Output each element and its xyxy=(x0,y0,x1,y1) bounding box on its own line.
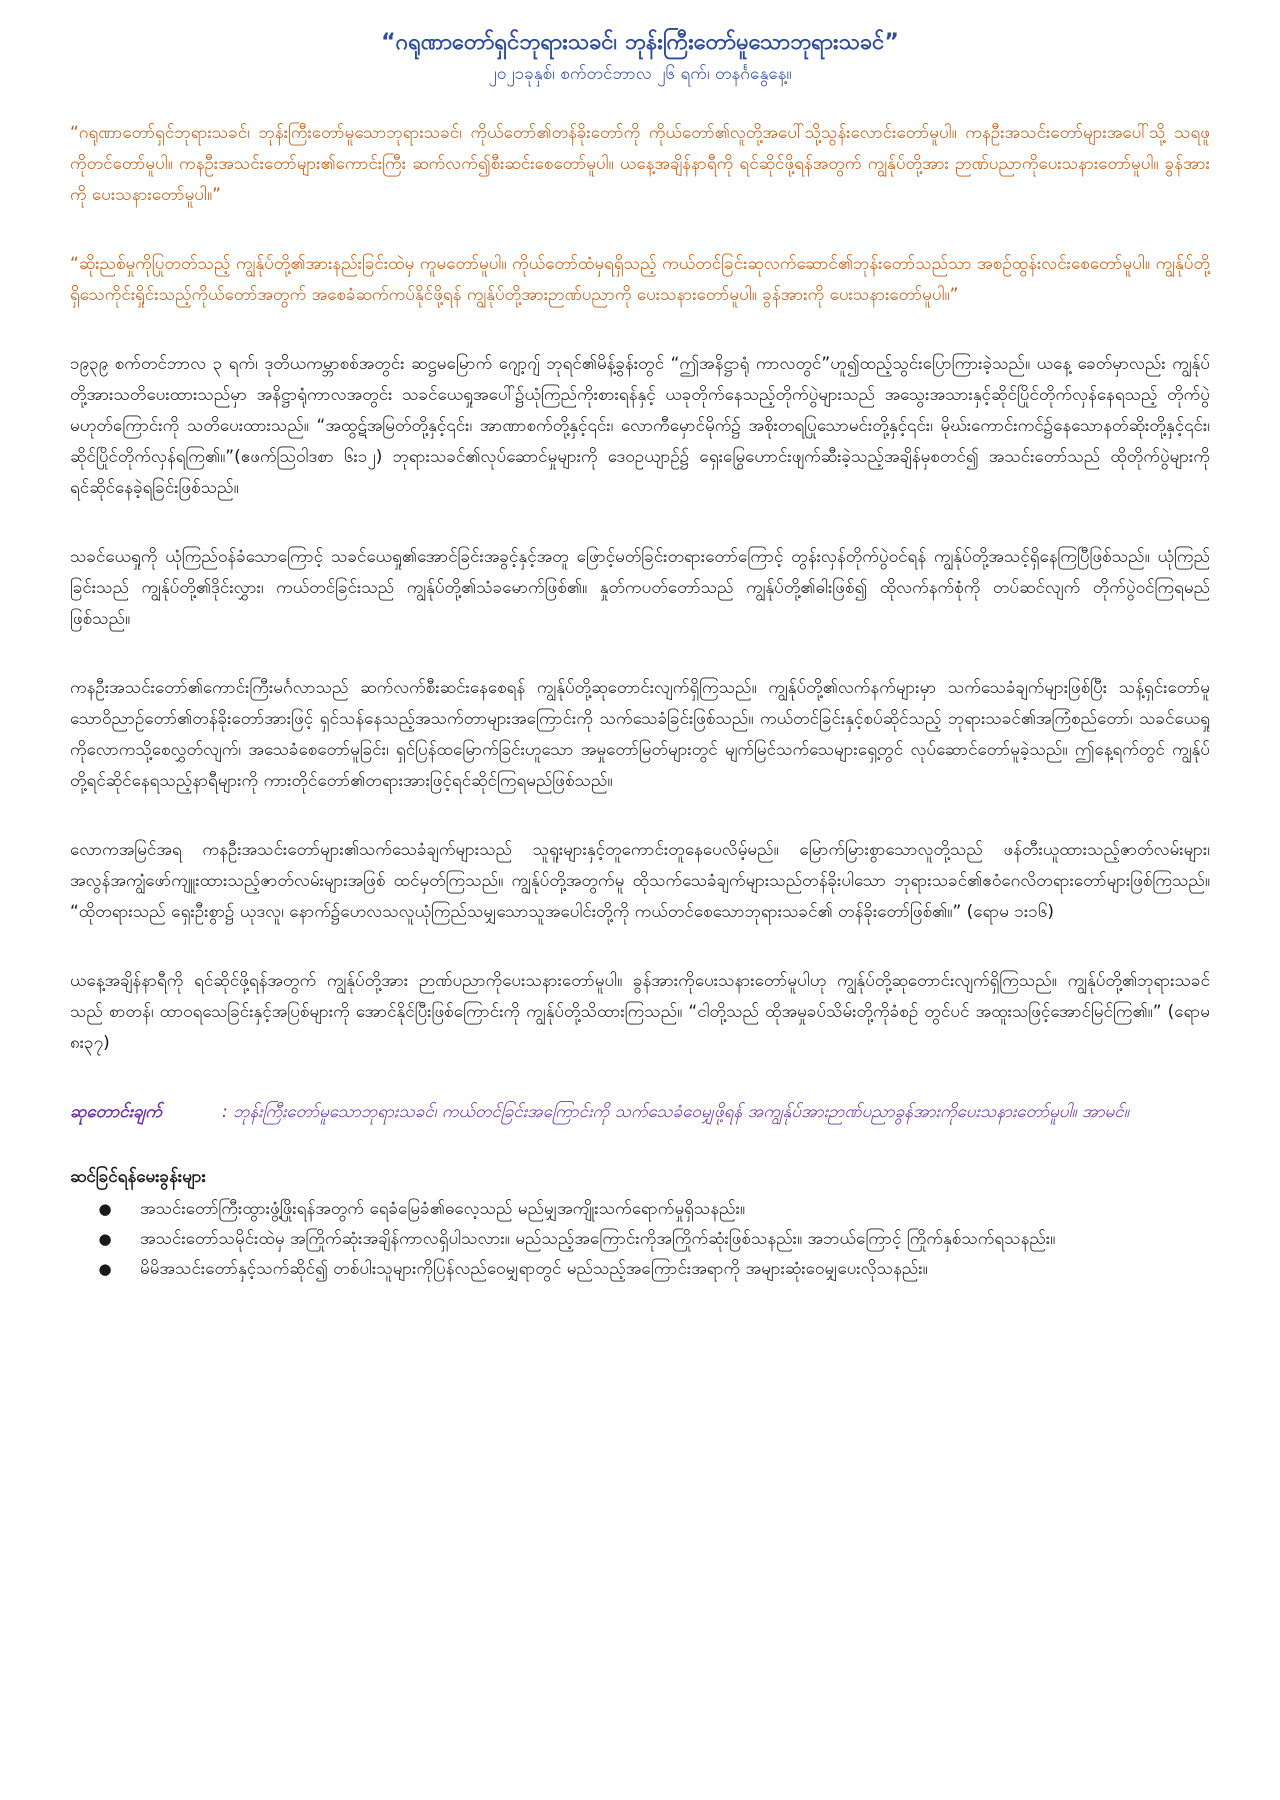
document-date: ၂၀၂၁ခုနှစ်၊ စက်တင်ဘာလ ၂၆ ရက်၊ တနင်္ဂနွေနေ့။ xyxy=(488,64,792,84)
reflection-questions-list xyxy=(70,1194,1210,1284)
document-title: “ဂရုဏာတော်ရှင်ဘုရားသခင်၊ ဘုန်းကြီးတော်မူသောဘုရားသခင်” xyxy=(381,30,899,55)
prayer-decision-text: : ဘုန်းကြီးတော်မူသောဘုရားသခင်၊ ကယ်တင်ခြင်းအကြောင်းကို သက်သေခံဝေမျှဖို့ရန် အကျွန်ုပ်အားဉာဏ်ပညာခွန်အားကိုပေးသနားတော်မူပါ။ အာမင်။ xyxy=(222,1102,1129,1122)
list-item xyxy=(70,1194,1210,1224)
body-paragraph: ၁၉၃၉ စက်တင်ဘာလ ၃ ရက်၊ ဒုတိယကမ္ဘာစစ်အတွင်း ဆဋ္ဌမမြောက် ဂျော့ဂျ် ဘုရင်၏မိန့်ခွန်းတွင် “ဤအနိဋ္ဌာရုံ ကာလတွင်”ဟူ၍ထည့်သွင်းပြောကြားခဲ့သည်။ ယနေ့ ခေတ်မှာလည်း ကျွန်ုပ်တို့အားသတိပေးထားသည်မှာ အနိဋ္ဌာရုံကာလအတွင်း သခင်ယေရှုအပေါ်၌ယုံကြည်ကိုးစားရန်နှင့် ယခုတိုက်နေသည့်တိုက်ပွဲများသည် အသွေးအသားနှင့်ဆိုင်ပြိုင်တိုက်လှန်နေရသည့် တိုက်ပွဲမဟုတ်ကြောင်းကို သတိပေးထားသည်။ “အထွဋ်အမြတ်တို့နှင့်၎င်း၊ အာဏာစက်တို့နှင့်၎င်း၊ လောကီမှောင်မိုက်၌ အစိုးတရပြုသောမင်းတို့နှင့်၎င်း၊ မိုဃ်းကောင်းကင်၌နေသောနတ်ဆိုးတို့နှင့်၎င်း၊ ဆိုင်ပြိုင်တိုက်လှန်ရကြ၏။”(ဧဖက်သြဝါဒစာ ၆း၁၂) ဘုရားသခင်၏လုပ်ဆောင်မှုများကို ဒေဝဥယျာဉ်၌ ရှေးမြွေဟောင်းဖျက်ဆီးခဲ့သည့်အချိန်မှစတင်၍ အသင်းတော်သည် ထိုတိုက်ပွဲများကို ရင်ဆိုင်နေခဲ့ရခြင်းဖြစ်သည်။ xyxy=(70,354,1210,498)
prayer-decision xyxy=(70,1097,1210,1128)
body-paragraph: ကနဦးအသင်းတော်၏ကောင်းကြီးမင်္ဂလာသည် ဆက်လက်စီးဆင်းနေစေရန် ကျွန်ုပ်တို့ဆုတောင်းလျက်ရှိကြသည်။ ကျွန်ုပ်တို့၏လက်နက်များမှာ သက်သေခံချက်များဖြစ်ပြီး သန့်ရှင်းတော်မူသောဝိညာဉ်တော်၏တန်ခိုးတော်အားဖြင့် ရှင်သန်နေသည့်အသက်တာများအကြောင်းကို သက်သေခံခြင်းဖြစ်သည်။ ကယ်တင်ခြင်းနှင့်စပ်ဆိုင်သည့် ဘုရားသခင်၏အကြံစည်တော်၊ သခင်ယေရှုကိုလောကသို့စေလွှတ်လျက်၊ အသေခံစေတော်မူခြင်း၊ ရှင်ပြန်ထမြောက်ခြင်းဟူသော အမှုတော်မြတ်များတွင် မျက်မြင်သက်သေများရှေ့တွင် လုပ်ဆောင်တော်မူခဲ့သည်။ ဤနေ့ရက်တွင် ကျွန်ုပ်တို့ရင်ဆိုင်နေရသည့်နာရီများကို ကားတိုင်တော်၏တရားအားဖြင့်ရင်ဆိုင်ကြရမည်ဖြစ်သည်။ xyxy=(70,678,1210,791)
prayer-decision-label: ဆုတောင်းချက် xyxy=(70,1102,162,1122)
body-paragraph: လောကအမြင်အရ ကနဦးအသင်းတော်များ၏သက်သေခံချက်များသည် သူရူးများနှင့်တူကောင်းတူနေပေလိမ့်မည်။ မြောက်မြားစွာသောလူတို့သည် ဖန်တီးယူထားသည့်ဇာတ်လမ်းများ၊ အလွန်အကျွံဖော်ကျူးထားသည့်ဇာတ်လမ်းများအဖြစ် ထင်မှတ်ကြသည်။ ကျွန်ုပ်တို့အတွက်မူ ထိုသက်သေခံချက်များသည်တန်ခိုးပါသော ဘုရားသခင်၏ဧဝံဂေလိတရားတော်များဖြစ်ကြသည်။ “ထိုတရားသည် ရှေးဦးစွာ၌ ယုဒလူ၊ နောက်၌ဟေလသလူယုံကြည်သမျှသောသူအပေါင်းတို့ကို ကယ်တင်စေသောဘုရားသခင်၏ တန်ခိုးတော်ဖြစ်၏။” (ရောမ ၁း၁၆) xyxy=(70,840,1210,922)
question-text: မိမိအသင်းတော်နှင့်သက်ဆိုင်၍ တစ်ပါးသူများကိုပြန်လည်ဝေမျှရာတွင် မည်သည့်အကြောင်းအရာကို အများဆုံးဝေမျှပေးလိုသနည်း။ xyxy=(140,1259,928,1279)
question-text: အသင်းတော်သမိုင်းထဲမှ အကြိုက်ဆုံးအချိန်ကာလရှိပါသလား။ မည်သည့်အကြောင်းကိုအကြိုက်ဆုံးဖြစ်သနည်း။ အဘယ်ကြောင့် ကြိုက်နှစ်သက်ရသနည်း။ xyxy=(140,1229,1056,1249)
body-paragraph: ယနေ့အချိန်နာရီကို ရင်ဆိုင်ဖို့ရန်အတွက် ကျွန်ုပ်တို့အား ဉာဏ်ပညာကိုပေးသနားတော်မူပါ။ ခွန်အားကိုပေးသနားတော်မူပါဟု ကျွန်ုပ်တို့ဆုတောင်းလျက်ရှိကြသည်။ ကျွန်ုပ်တို့၏ဘုရားသခင်သည် စာတန်၊ ထာဝရသေခြင်းနှင့်အပြစ်များကို အောင်နိုင်ပြီးဖြစ်ကြောင်းကို ကျွန်ုပ်တို့သိထားကြသည်။ “ငါတို့သည် ထိုအမှုခပ်သိမ်းတို့ကိုခံစဉ် တွင်ပင် အထူးသဖြင့်အောင်မြင်ကြ၏။” (ရောမ ၈း၃၇) xyxy=(70,971,1210,1053)
question-text: အသင်းတော်ကြီးထွားဖွံ့ဖြိုးရန်အတွက် ရေခံမြေခံ၏ဓလေ့သည် မည်မျှအကျိုးသက်ရောက်မှုရှိသနည်း။ xyxy=(140,1199,746,1219)
prayer-paragraph: “ဂရုဏာတော်ရှင်ဘုရားသခင်၊ ဘုန်းကြီးတော်မူသောဘုရားသခင်၊ ကိုယ်တော်၏တန်ခိုးတော်ကို ကိုယ်တော်၏လူတို့အပေါ်သို့သွန်းလောင်းတော်မူပါ။ ကနဦးအသင်းတော်များအပေါ်သို့ သရဖူကိုတင်တော်မူပါ။ ကနဦးအသင်းတော်များ၏ကောင်းကြီး ဆက်လက်၍စီးဆင်းစေတော်မူပါ။ ယနေ့အချိန်နာရီကို ရင်ဆိုင်ဖို့ရန်အတွက် ကျွန်ုပ်တို့အား ဉာဏ်ပညာကိုပေးသနားတော်မူပါ။ ခွန်အားကို ပေးသနားတော်မူပါ။” xyxy=(70,123,1210,205)
document-page xyxy=(70,26,1210,1284)
body-paragraph: သခင်ယေရှုကို ယုံကြည်ဝန်ခံသောကြောင့် သခင်ယေရှု၏အောင်ခြင်းအခွင့်နှင့်အတူ ဖြောင့်မတ်ခြင်းတရားတော်ကြောင့် တွန်းလှန်တိုက်ပွဲဝင်ရန် ကျွန်ုပ်တို့အသင့်ရှိနေကြပြီဖြစ်သည်။ ယုံကြည်ခြင်းသည် ကျွန်ုပ်တို့၏ဒိုင်းလွှား၊ ကယ်တင်ခြင်းသည် ကျွန်ုပ်တို့၏သံခမောက်ဖြစ်၏။ နှုတ်ကပတ်တော်သည် ကျွန်ုပ်တို့၏ဓါးဖြစ်၍ ထိုလက်နက်စုံကို တပ်ဆင်လျက် တိုက်ပွဲဝင်ကြရမည်ဖြစ်သည်။ xyxy=(70,547,1210,629)
bullet-icon xyxy=(70,1254,140,1284)
prayer-paragraph: “ဆိုးညစ်မှုကိုပြုတတ်သည့် ကျွန်ုပ်တို့၏အားနည်းခြင်းထဲမှ ကူမတော်မူပါ။ ကိုယ်တော်ထံမှရရှိသည့် ကယ်တင်ခြင်းဆုလက်ဆောင်၏ဘုန်းတော်သည်သာ အစဉ်ထွန်းလင်းစေတော်မူပါ။ ကျွန်ုပ်တို့ရှိသေကိုင်းရှိုင်းသည့်ကိုယ်တော်အတွက် အစေခံဆက်ကပ်နိုင်ဖို့ရန် ကျွန်ုပ်တို့အားဉာဏ်ပညာကို ပေးသနားတော်မူပါ။ ခွန်အားကို ပေးသနားတော်မူပါ။” xyxy=(70,254,1210,305)
bullet-icon xyxy=(70,1194,140,1224)
bullet-icon xyxy=(70,1224,140,1254)
list-item xyxy=(70,1224,1210,1254)
reflection-questions-title: ဆင်ခြင်ရန်မေးခွန်းများ xyxy=(70,1167,206,1187)
list-item xyxy=(70,1254,1210,1284)
